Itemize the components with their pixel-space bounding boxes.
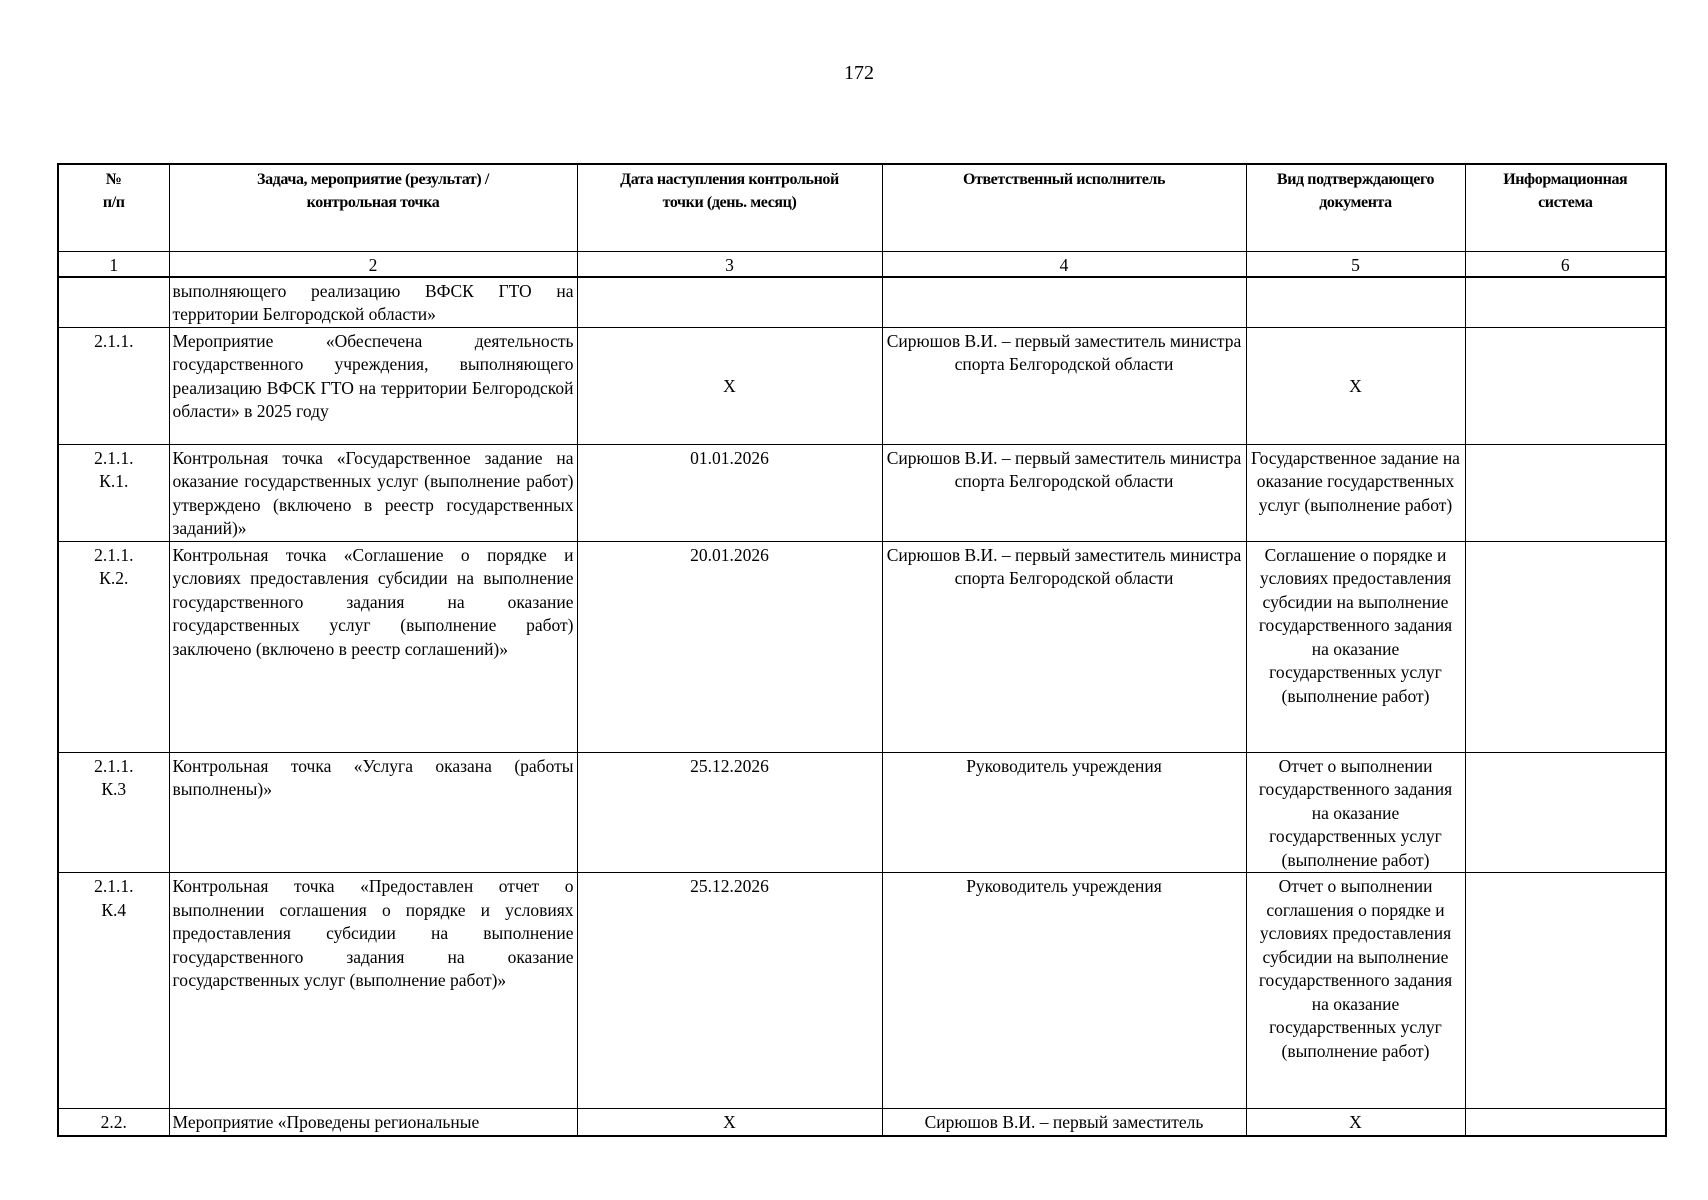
system-cell xyxy=(1465,327,1666,444)
document-cell: Отчет о выполнении соглашения о порядке и условиях предоставления субсидии на выполнение государственного задания на оказание государственных услуг (выполнение работ) xyxy=(1246,873,1465,1109)
table-header-row xyxy=(58,164,1666,251)
responsible-cell: Сирюшов В.И. – первый заместитель министра спорта Белгородской области xyxy=(882,327,1246,444)
page-number: 172 xyxy=(844,62,874,84)
task-cell: выполняющего реализацию ВФСК ГТО на территории Белгородской области» xyxy=(169,277,577,328)
row-number: 2.1.1. К.3 xyxy=(58,752,169,873)
task-cell: Контрольная точка «Предоставлен отчет о выполнении соглашения о порядке и условиях предоставления субсидии на выполнение государственного задания на оказание государственных услуг (выполнение работ)» xyxy=(169,873,577,1109)
header-control-date: Дата наступления контрольной точки (день. месяц) xyxy=(577,164,882,251)
task-cell: Мероприятие «Проведены региональные xyxy=(169,1109,577,1136)
header-responsible: Ответственный исполнитель xyxy=(882,164,1246,251)
table-row xyxy=(58,752,1666,873)
document-cell: Государственное задание на оказание государственных услуг (выполнение работ) xyxy=(1246,444,1465,541)
column-number: 6 xyxy=(1465,251,1666,277)
column-number: 5 xyxy=(1246,251,1465,277)
table-row xyxy=(58,1109,1666,1136)
column-number: 1 xyxy=(58,251,169,277)
date-cell xyxy=(577,277,882,328)
header-row-number: № п/п xyxy=(58,164,169,251)
table-row xyxy=(58,327,1666,444)
system-cell xyxy=(1465,277,1666,328)
header-task: Задача, мероприятие (результат) / контрольная точка xyxy=(169,164,577,251)
date-cell: 25.12.2026 xyxy=(577,873,882,1109)
table-row xyxy=(58,541,1666,752)
responsible-cell: Сирюшов В.И. – первый заместитель xyxy=(882,1109,1246,1136)
column-number: 4 xyxy=(882,251,1246,277)
table-row xyxy=(58,277,1666,328)
date-cell: 25.12.2026 xyxy=(577,752,882,873)
row-number xyxy=(58,277,169,328)
column-number: 3 xyxy=(577,251,882,277)
system-cell xyxy=(1465,752,1666,873)
row-number: 2.1.1. К.2. xyxy=(58,541,169,752)
system-cell xyxy=(1465,873,1666,1109)
table-row xyxy=(58,873,1666,1109)
row-number: 2.1.1. xyxy=(58,327,169,444)
row-number: 2.1.1. К.4 xyxy=(58,873,169,1109)
task-cell: Контрольная точка «Соглашение о порядке и условиях предоставления субсидии на выполнение государственного задания на оказание государственных услуг (выполнение работ) заключено (включено в реестр соглашений)» xyxy=(169,541,577,752)
header-info-system: Информационная система xyxy=(1465,164,1666,251)
date-cell: Х xyxy=(577,327,882,444)
responsible-cell: Сирюшов В.И. – первый заместитель министра спорта Белгородской области xyxy=(882,541,1246,752)
system-cell xyxy=(1465,444,1666,541)
document-cell: Отчет о выполнении государственного задания на оказание государственных услуг (выполнение работ) xyxy=(1246,752,1465,873)
document-cell: Х xyxy=(1246,1109,1465,1136)
system-cell xyxy=(1465,541,1666,752)
row-number: 2.1.1. К.1. xyxy=(58,444,169,541)
responsible-cell xyxy=(882,277,1246,328)
task-cell: Мероприятие «Обеспечена деятельность государственного учреждения, выполняющего реализацию ВФСК ГТО на территории Белгородской области» в 2025 году xyxy=(169,327,577,444)
row-number: 2.2. xyxy=(58,1109,169,1136)
date-cell: Х xyxy=(577,1109,882,1136)
responsible-cell: Руководитель учреждения xyxy=(882,873,1246,1109)
document-cell: Соглашение о порядке и условиях предоставления субсидии на выполнение государственного задания на оказание государственных услуг (выполнение работ) xyxy=(1246,541,1465,752)
control-points-table xyxy=(57,163,1667,1137)
date-cell: 20.01.2026 xyxy=(577,541,882,752)
task-cell: Контрольная точка «Услуга оказана (работы выполнены)» xyxy=(169,752,577,873)
system-cell xyxy=(1465,1109,1666,1136)
header-document-type: Вид подтверждающего документа xyxy=(1246,164,1465,251)
date-cell: 01.01.2026 xyxy=(577,444,882,541)
column-number-row xyxy=(58,251,1666,277)
responsible-cell: Руководитель учреждения xyxy=(882,752,1246,873)
task-cell: Контрольная точка «Государственное задание на оказание государственных услуг (выполнение работ) утверждено (включено в реестр государственных заданий)» xyxy=(169,444,577,541)
document-cell xyxy=(1246,277,1465,328)
table-row xyxy=(58,444,1666,541)
responsible-cell: Сирюшов В.И. – первый заместитель министра спорта Белгородской области xyxy=(882,444,1246,541)
column-number: 2 xyxy=(169,251,577,277)
document-cell: Х xyxy=(1246,327,1465,444)
